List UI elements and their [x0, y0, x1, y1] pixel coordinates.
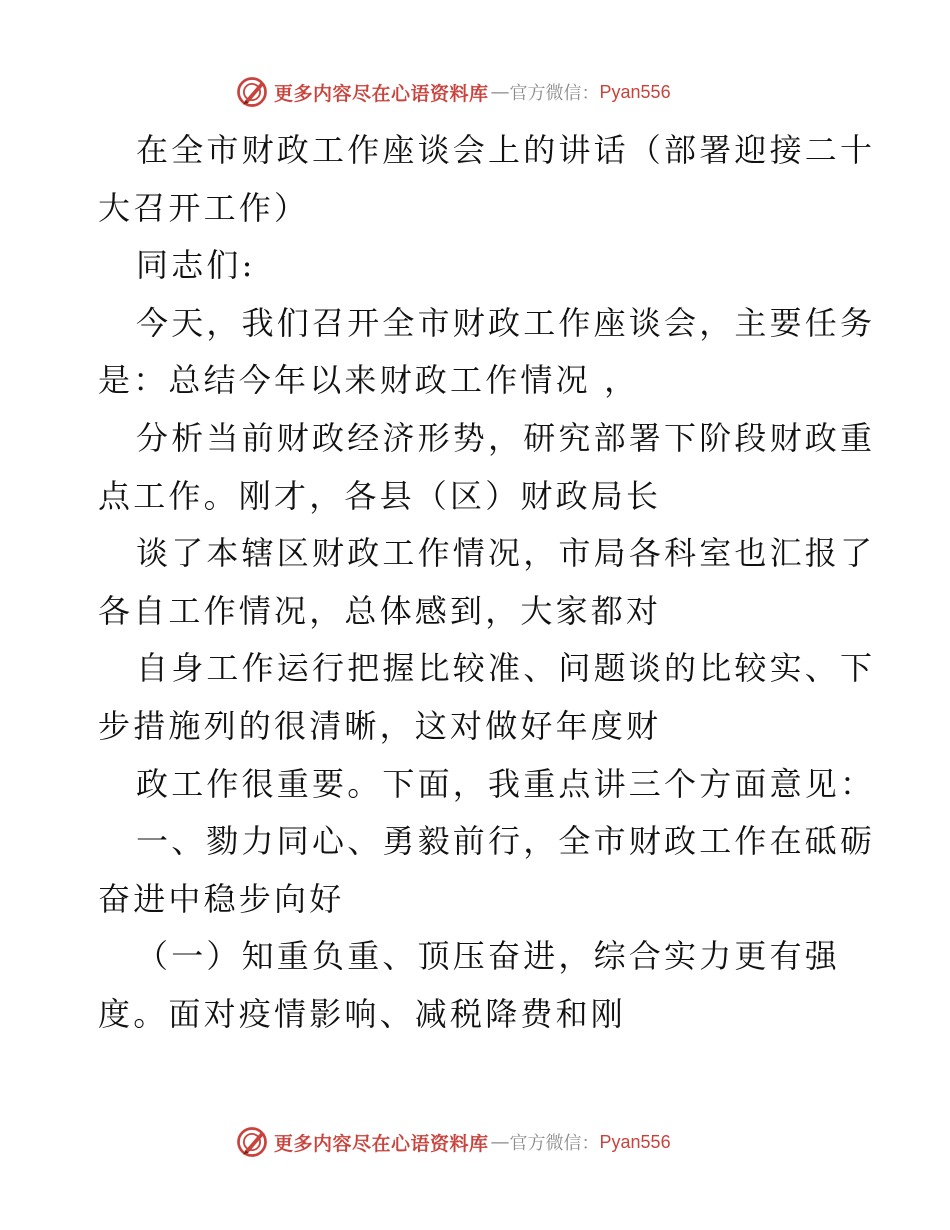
paragraph-line: 点工作。刚才，各县（区）财政局长	[98, 476, 662, 515]
paragraph-line: 是：总结今年以来财政工作情况 ，	[98, 361, 640, 400]
banner-wechat-id: Pyan556	[599, 1131, 671, 1152]
paragraph-line: 步措施列的很清晰，这对做好年度财	[98, 706, 662, 745]
paragraph-line: 度。面对疫情影响、减税降费和刚	[98, 994, 627, 1033]
header-watermark-banner	[234, 72, 671, 112]
banner-wechat-label: 官方微信：	[509, 1133, 600, 1154]
subsection-heading-line: （一）知重负重、顶压奋进，综合实力更有强	[136, 937, 841, 976]
banner-promo-text: 更多内容尽在心语资料库	[274, 1132, 489, 1155]
banner-wechat-id: Pyan556	[599, 81, 671, 102]
salutation: 同志们:	[136, 246, 256, 285]
paragraph-line: 政工作很重要。下面，我重点讲三个方面意见：	[136, 764, 876, 803]
banner-wechat-label: 官方微信：	[509, 83, 600, 104]
banner-separator: —	[490, 1131, 510, 1153]
quill-pen-logo-icon	[234, 1124, 270, 1160]
section-heading-line-2: 奋进中稳步向好	[98, 879, 345, 918]
quill-pen-logo-icon	[234, 74, 270, 110]
document-body	[98, 122, 876, 1044]
banner-promo-text: 更多内容尽在心语资料库	[274, 82, 489, 105]
footer-watermark-banner	[234, 1122, 671, 1162]
paragraph-line: 自身工作运行把握比较准、问题谈的比较实、下	[136, 649, 876, 688]
document-title-line-1: 在全市财政工作座谈会上的讲话（部署迎接二十	[136, 131, 876, 169]
paragraph-line: 分析当前财政经济形势，研究部署下阶段财政重	[136, 418, 876, 457]
paragraph-line: 今天，我们召开全市财政工作座谈会，主要任务	[136, 303, 876, 342]
banner-separator: —	[490, 81, 510, 103]
paragraph-line: 各自工作情况，总体感到，大家都对	[98, 591, 662, 630]
section-heading-line-1: 一、勠力同心、勇毅前行，全市财政工作在砥砺	[136, 822, 876, 861]
document-title-line-2: 大召开工作）	[98, 188, 310, 227]
paragraph-line: 谈了本辖区财政工作情况，市局各科室也汇报了	[136, 534, 876, 573]
